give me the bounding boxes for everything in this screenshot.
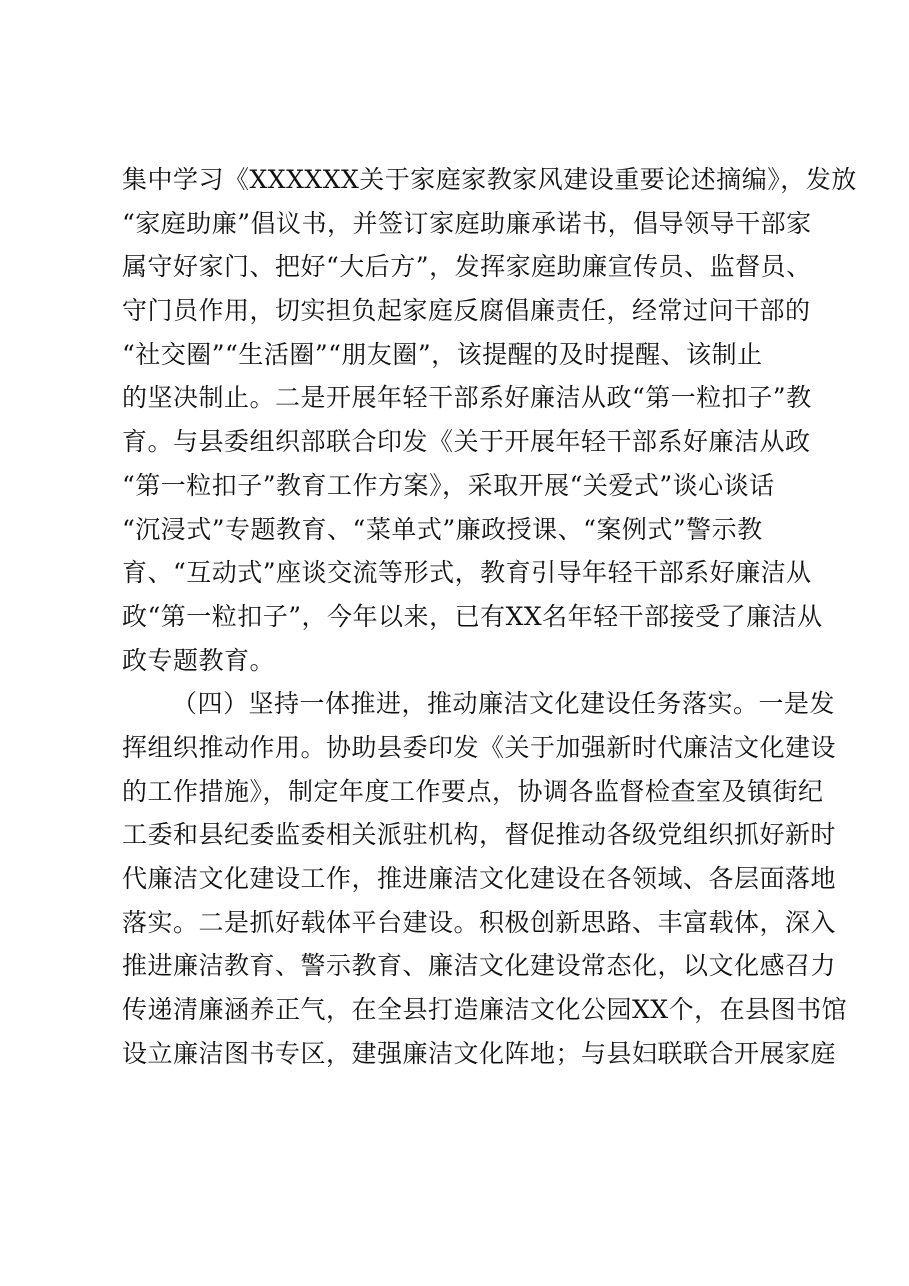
text-line: 推进廉洁教育、警示教育、廉洁文化建设常态化，以文化感召力 <box>122 951 837 981</box>
text-line: 的工作措施》，制定年度工作要点，协调各监督检查室及镇街纪 <box>122 776 824 806</box>
text-line: “社交圈”“生活圈”“朋友圈”，该提醒的及时提醒、该制止 <box>122 339 763 369</box>
text-line: 工委和县纪委监委相关派驻机构，督促推动各级党组织抓好新时 <box>122 820 837 850</box>
section-heading-line: （四）坚持一体推进，推动廉洁文化建设任务落实。一是发 <box>172 689 836 719</box>
text-line: 的坚决制止。二是开展年轻干部系好廉洁从政“第一粒扣子”教 <box>122 383 812 413</box>
text-line: 设立廉洁图书专区，建强廉洁文化阵地；与县妇联联合开展家庭 <box>122 1038 837 1068</box>
document-body <box>122 158 857 1075</box>
text-line: 守门员作用，切实担负起家庭反腐倡廉责任，经常过问干部的 <box>122 296 811 326</box>
text-line: 集中学习《XXXXXX关于家庭家教家风建设重要论述摘编》，发放 <box>122 165 857 194</box>
text-line: 育。与县委组织部联合印发《关于开展年轻干部系好廉洁从政 <box>122 427 811 457</box>
text-line: 传递清廉涵养正气，在全县打造廉洁文化公园XX个，在县图书馆 <box>122 995 848 1025</box>
text-line: “第一粒扣子”教育工作方案》，采取开展“关爱式”谈心谈话 <box>122 470 775 500</box>
text-line: 代廉洁文化建设工作，推进廉洁文化建设在各领域、各层面落地 <box>122 864 837 893</box>
text-line: 育、“互动式”座谈交流等形式，教育引导年轻干部系好廉洁从 <box>122 558 812 588</box>
text-line: 政专题教育。 <box>122 645 276 675</box>
text-line: “沉浸式”专题教育、“菜单式”廉政授课、“案例式”警示教 <box>122 514 763 544</box>
text-line: 落实。二是抓好载体平台建设。积极创新思路、丰富载体，深入 <box>122 907 837 937</box>
text-line: 政“第一粒扣子”，今年以来，已有XX名年轻干部接受了廉洁从 <box>122 601 823 631</box>
text-line: “家庭助廉”倡议书，并签订家庭助廉承诺书，倡导领导干部家 <box>122 208 812 238</box>
text-line: 挥组织推动作用。协助县委印发《关于加强新时代廉洁文化建设 <box>122 732 837 762</box>
text-line: 属守好家门、把好“大后方”，发挥家庭助廉宣传员、监督员、 <box>122 252 812 282</box>
